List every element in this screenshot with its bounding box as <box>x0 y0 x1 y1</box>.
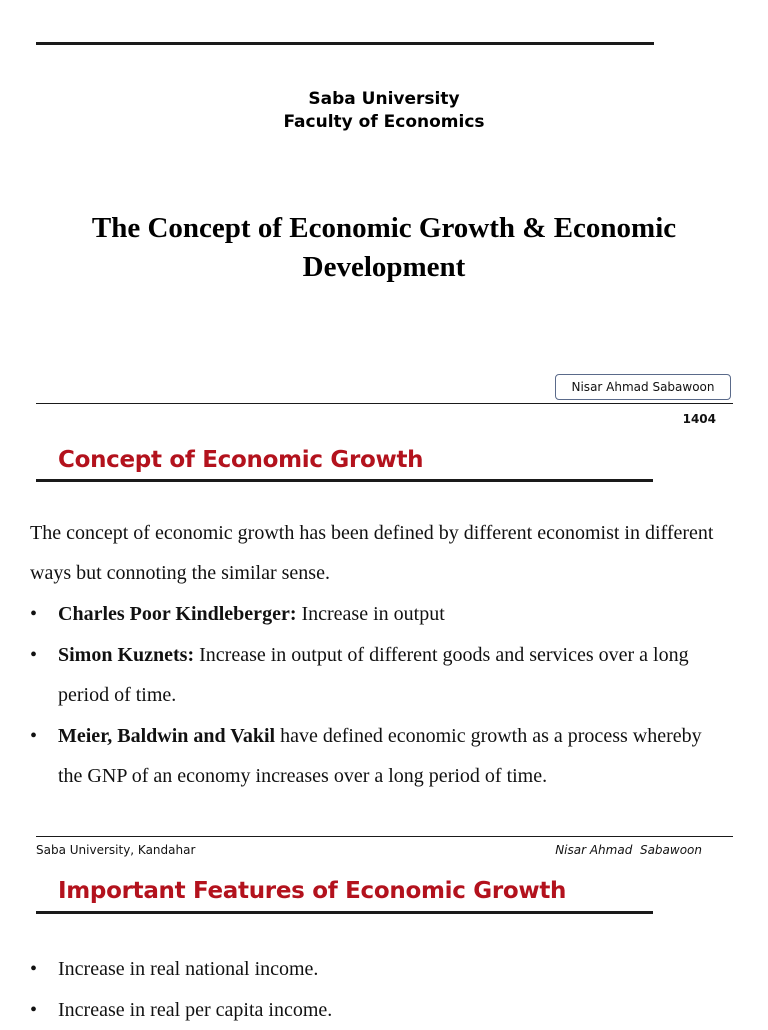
year-label: 1404 <box>682 412 716 426</box>
footer-author: Nisar Ahmad Sabawoon <box>555 843 702 857</box>
footer-rule <box>36 836 733 837</box>
feature-text: Increase in real per capita income. <box>58 999 333 1021</box>
definition-body: Increase in output of different goods and services over a long period of time. <box>58 644 689 706</box>
definition-text <box>58 716 730 796</box>
bullet-icon: • <box>30 644 38 666</box>
definition-kuznets <box>30 635 730 715</box>
concept-intro: The concept of economic growth has been defined by different economist in different ways but connoting the similar sense. <box>30 522 714 584</box>
features-heading-underline <box>36 911 653 914</box>
bullet-icon: • <box>30 958 38 980</box>
feature-text: Increase in real national income. <box>58 958 319 980</box>
definition-text <box>58 635 730 715</box>
definition-kindleberger <box>30 594 730 634</box>
definition-meier-baldwin-vakil <box>30 716 730 796</box>
economist-name: Charles Poor Kindleberger: <box>58 603 297 625</box>
university-name: Saba University <box>308 89 460 109</box>
bullet-icon: • <box>30 999 38 1021</box>
economist-name: Simon Kuznets: <box>58 644 195 666</box>
author-box: Nisar Ahmad Sabawoon <box>555 374 731 400</box>
features-heading: Important Features of Economic Growth <box>58 878 567 904</box>
definition-text <box>58 594 730 634</box>
definition-body: Increase in output <box>296 603 445 625</box>
bullet-icon: • <box>30 725 38 747</box>
feature-item <box>30 990 730 1030</box>
footer-institution: Saba University, Kandahar <box>36 843 196 857</box>
top-rule <box>36 42 654 45</box>
concept-heading: Concept of Economic Growth <box>58 447 424 473</box>
presentation-title: The Concept of Economic Growth & Economic Development <box>91 212 677 283</box>
bullet-icon: • <box>30 603 38 625</box>
concept-heading-underline <box>36 479 653 482</box>
definition-body: have defined economic growth as a process whereby the GNP of an economy increases over a long period of time. <box>58 725 702 787</box>
faculty-name: Faculty of Economics <box>283 112 485 132</box>
economist-name: Meier, Baldwin and Vakil <box>58 725 276 747</box>
slide-divider-1 <box>36 403 733 404</box>
feature-item <box>30 949 730 989</box>
